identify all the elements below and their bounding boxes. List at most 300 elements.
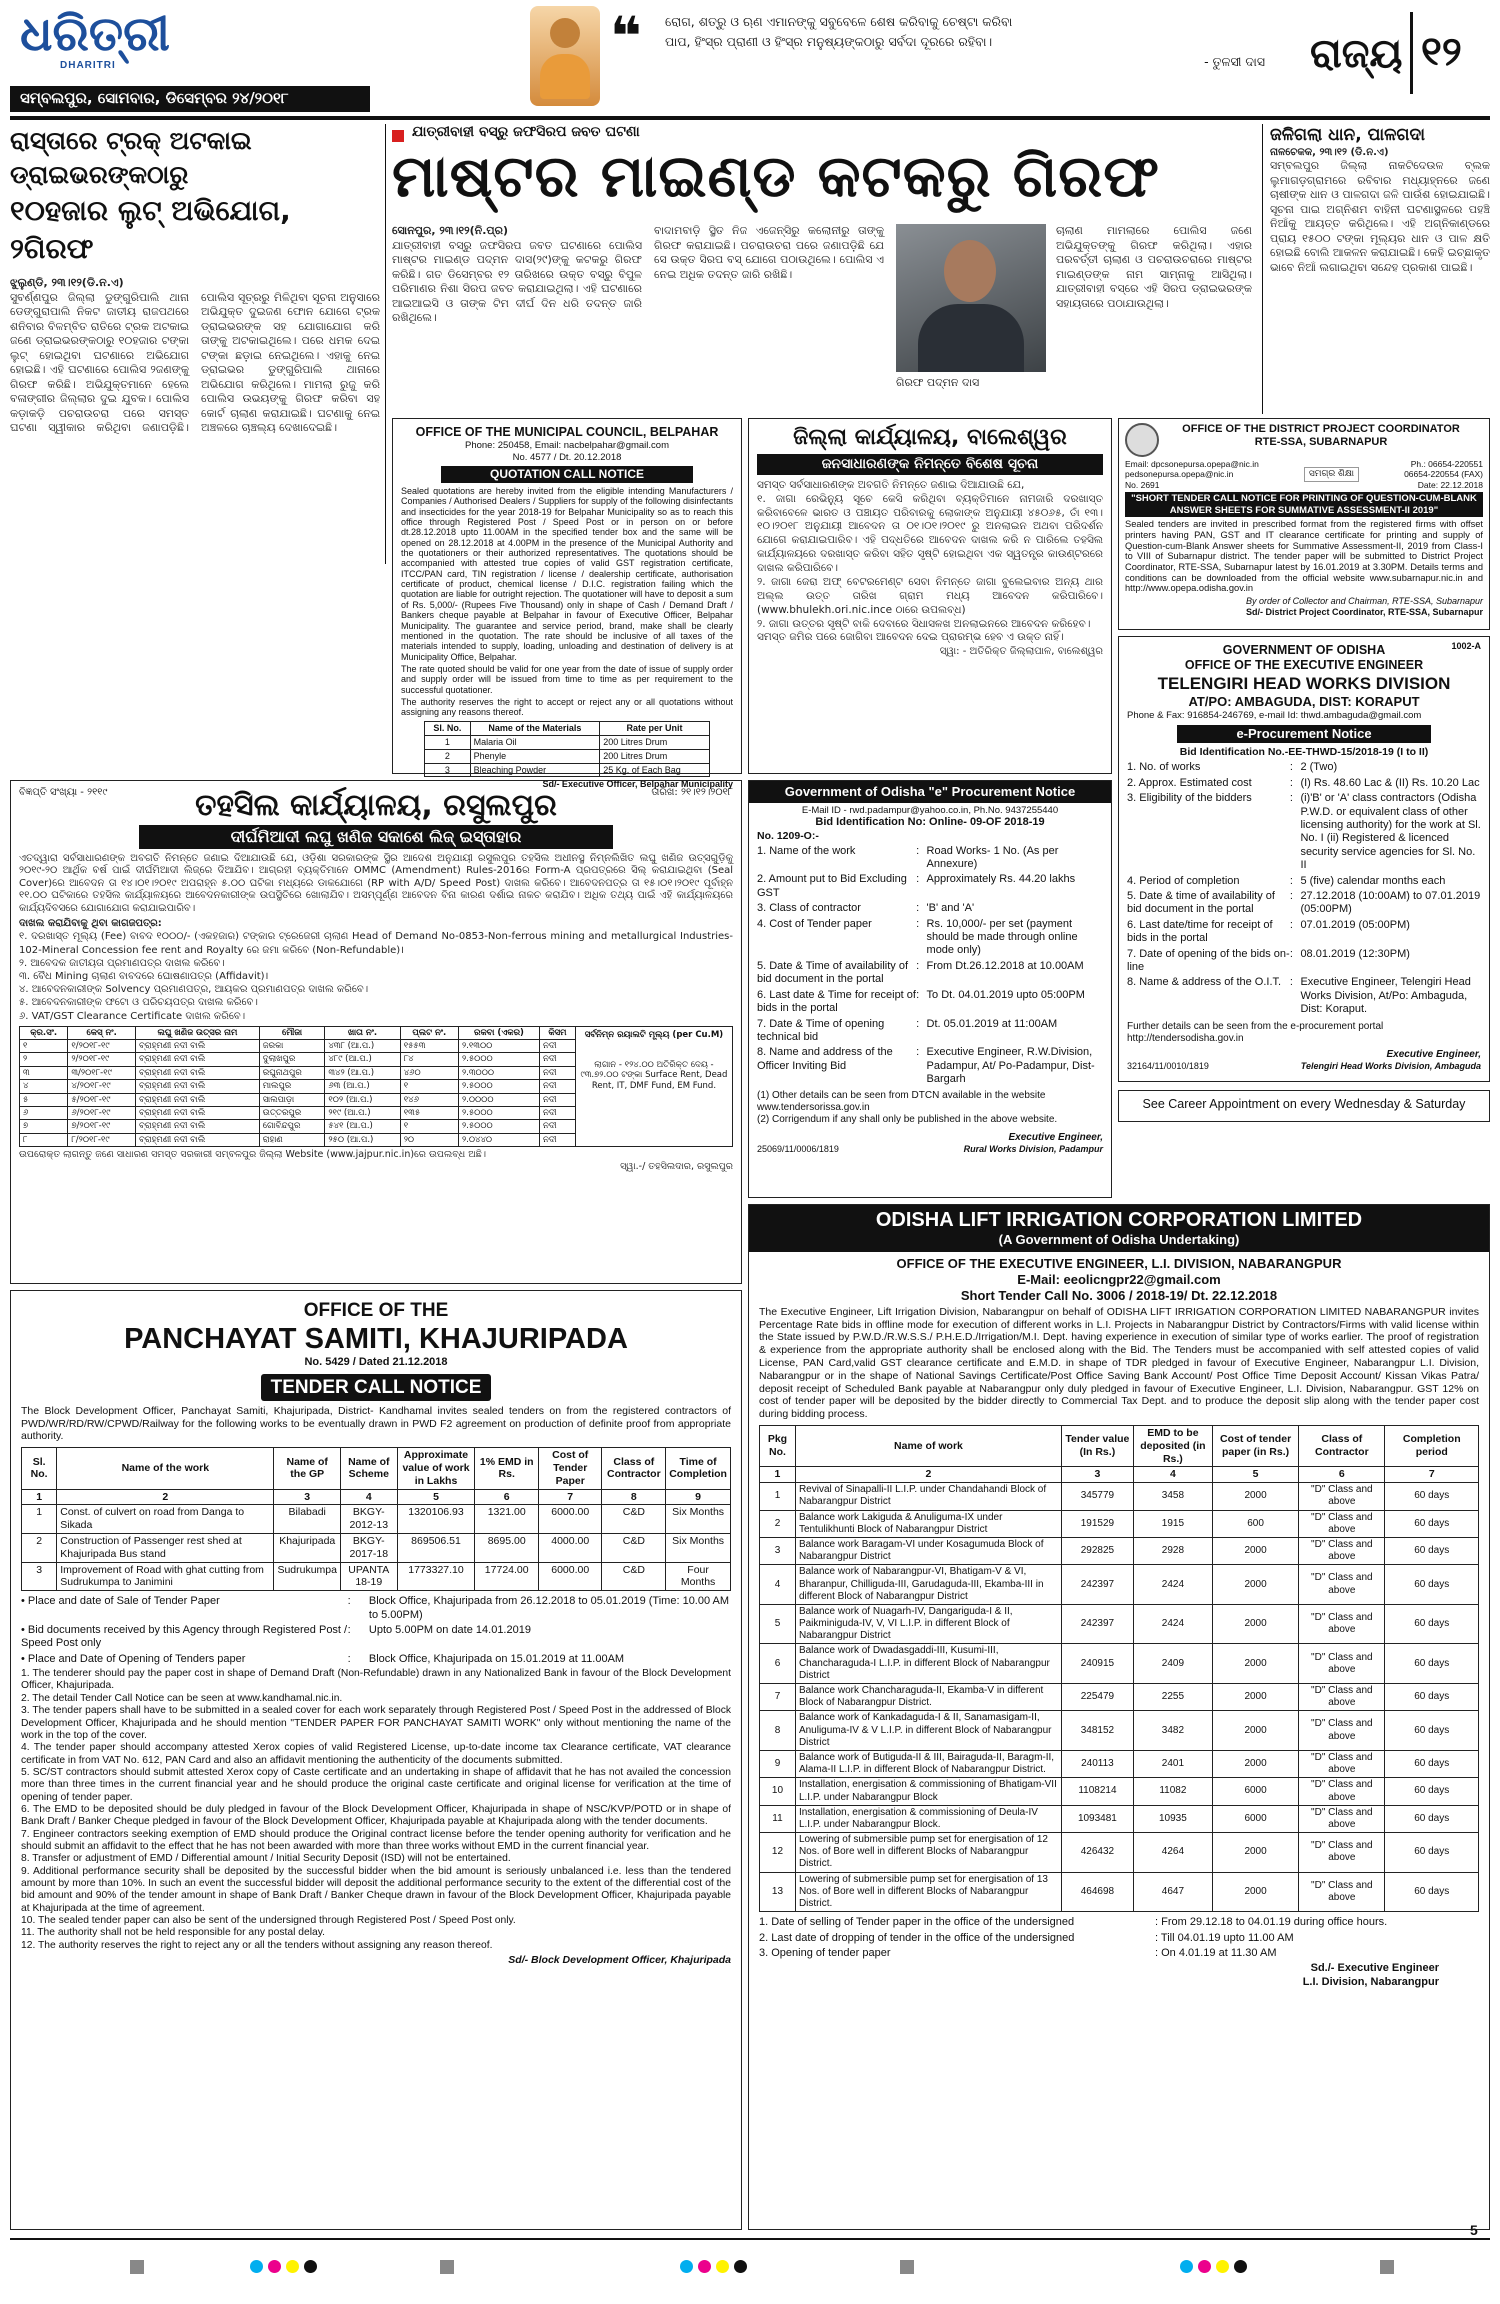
notice-code: 1002-A: [1451, 641, 1481, 651]
table-cell: ବ୍ରାହ୍ମଣୀ ନଦୀ ବାଲି: [136, 1106, 260, 1119]
table-cell: ୨.୦୪୪୦: [458, 1133, 539, 1146]
notice-contact: E-Mail ID - rwd.padampur@yahoo.co.in, Ph.No. 9437255440: [801, 804, 1059, 816]
schedule-row: 7. Date of opening of the bids on-line : 08.01.2019 (12:30PM): [1127, 947, 1410, 974]
notice-number: Short Tender Call No. 3006 / 2018-19/ Dt. 22.12.2018: [960, 1287, 1278, 1303]
table-cell: ବ୍ରାହ୍ମଣୀ ନଦୀ ବାଲି: [136, 1066, 260, 1079]
table-cell: Phenyle: [470, 749, 600, 763]
table-cell: 2: [760, 1510, 796, 1537]
schedule-row: 3. Eligibility of the bidders : (i)'B' or 'A' class contractors (Odisha P.W.D. or equivalent class of other licensing authority) for the work at Sl. No. I (ii) Registered & licenced security service agencies for Sl. No. II: [1127, 792, 1481, 872]
table-cell: Balance work of Nabarangpur-VI, Bhatigam-V & VI, Bharanpur, Chilliguda-III, Garudaguda-III, Ekamba-III in different Block of Nabarangpur District: [795, 1565, 1061, 1605]
schedule-row: 4. Period of completion : 5 (five) calendar months each: [1127, 874, 1446, 887]
schedule-row: 1. Date of selling of Tender paper in the office of the undersigned : From 29.12.18 to 04.01.19 during office hours.: [759, 1916, 1388, 1929]
table-cell: Const. of culvert on road from Danga to Sikada: [57, 1505, 274, 1534]
table-cell: ଗୋବିନ୍ଦପୁର: [259, 1120, 325, 1133]
table-cell: 869506.51: [397, 1533, 475, 1562]
table-cell: Installation, energisation & commissioning of Deula-IV L.I.P. under Nabarangpur Block.: [795, 1805, 1061, 1832]
table-cell: ବ୍ରାହ୍ମଣୀ ନଦୀ ବାଲି: [136, 1120, 260, 1133]
condition-item: 10. The sealed tender paper can also be sent of the undersigned through Registered Post / Speed Post only.: [21, 1915, 516, 1927]
table-cell: 2000: [1212, 1833, 1298, 1873]
docs-item: ୪. ଆବେଦନକାରୀଙ୍କ Solvency ପ୍ରମାଣପତ୍ର, ଆୟକର ପ୍ରମାଣପତ୍ର ଦାଖଲ କରିବେ।: [19, 984, 369, 996]
docs-item: ୨. ଆବେଦକ ଜାତୀୟତା ପ୍ରମାଣପତ୍ର ଦାଖଲ କରିବେ।: [19, 957, 225, 969]
schedule-row: 6. Last date & Time for receipt of bids in the portal : To Dt. 04.01.2019 upto 05:00PM: [757, 988, 1085, 1015]
table-header: Name of work: [795, 1426, 1061, 1467]
schedule-row: 3. Class of contractor : 'B' and 'A': [757, 902, 975, 915]
condition-item: 6. The EMD to be deposited should be duly pledged in favour of the Block Development Officer, Khajuripada in shape of NSC/KVP/POTD or in shape of Bank Draft / Banker Cheque pledged in favour of the Block Development Officer, Khajuripada payable at Khajuripada along with the tender documents.: [21, 1803, 731, 1828]
works-table: [21, 1447, 731, 1591]
news-dateline: ସୋନପୁର, ୨୩।୧୨(ନି.ପ୍ର): [392, 224, 509, 237]
table-cell: 2: [795, 1467, 1061, 1483]
table-cell: 2000: [1212, 1483, 1298, 1510]
notice-bar: ଦୀର୍ଘମିଆଦୀ ଲଘୁ ଖଣିଜ ସକାଶେ ଲିଜ୍ ଇସ୍ତାହାର: [139, 825, 613, 849]
schedule-row: 4. Cost of Tender paper : Rs. 10,000/- per set (payment should be made through online mode only): [757, 917, 1078, 957]
table-cell: 60 days: [1385, 1537, 1479, 1564]
table-row: [760, 1510, 1479, 1537]
table-cell: 6: [475, 1489, 539, 1505]
table-cell: 3: [760, 1537, 796, 1564]
table-cell: Lowering of submersible pump set for energisation of 12 Nos. of Bore well in different Blocks of Nabarangpur District.: [795, 1833, 1061, 1873]
news-dateline: ଝୁଲୁଣ୍ଡି, ୨୩।୧୨(ଡି.ନ.ଏ): [10, 276, 124, 289]
notice-number: ବିଜ୍ଞପ୍ତି ସଂଖ୍ୟା - ୨୧୧୯: [19, 787, 108, 798]
table-cell: ୧: [400, 1120, 458, 1133]
table-cell: 1: [760, 1467, 796, 1483]
notice-number: No. 2691: [1125, 479, 1160, 490]
quote-author: - ତୁଳସୀ ଦାସ: [1204, 54, 1265, 69]
table-cell: ୩/୨୦୧୮-୧୯: [68, 1066, 136, 1079]
career-strip: [1118, 1090, 1490, 1122]
table-cell: 2255: [1133, 1684, 1212, 1711]
table-cell: 240113: [1061, 1750, 1133, 1777]
table-header: Sl. No.: [425, 721, 470, 735]
table-cell: 2000: [1212, 1711, 1298, 1751]
table-cell: 6: [1299, 1467, 1385, 1483]
notice-signature: ସ୍ୱା.-/ ତହସିଲଦାର, ରସୁଲପୁର: [620, 1161, 733, 1173]
condition-item: 7. Engineer contractors seeking exemption of EMD should produce the Original contract license before the tender opening authority for verification and he should submit an affidavit to the effect that he has not been awarded with more than three works without EMD in the current financial year.: [21, 1828, 731, 1852]
table-row: [760, 1644, 1479, 1684]
table-cell: ୨.୫୦୦୦: [458, 1053, 539, 1066]
table-cell: 8695.00: [475, 1533, 539, 1562]
table-header: Sl. No.: [22, 1448, 57, 1489]
table-cell: "D" Class and above: [1299, 1872, 1385, 1912]
email: Email: dpcsonepursa.opepa@nic.in: [1125, 459, 1259, 469]
table-cell: 2000: [1212, 1565, 1298, 1605]
schedule-row: 8. Name and address of the Officer Inviting Bid : Executive Engineer, R.W.Division, Padampur, At/ Po-Padampur, Dist- Bargarh: [757, 1046, 1095, 1086]
color-dot-cyan: [1180, 2260, 1193, 2273]
bid-id: Bid Identification No: Online- 09-OF 2018-19: [815, 816, 1045, 829]
notice-contact: Phone: 250458, Email: nacbelpahar@gmail.com: [465, 440, 669, 452]
table-cell: 7: [538, 1489, 601, 1505]
schedule-row: • Place and date of Sale of Tender Paper : Block Office, Khajuripada from 26.12.2018 to 05.01.2019 (Time: 10.00 AM to 5.00PM): [21, 1595, 730, 1621]
table-cell: BKGY-2017-18: [341, 1533, 398, 1562]
table-cell: ନଦୀ: [539, 1093, 575, 1106]
table-header: Cost of Tender Paper: [538, 1448, 601, 1489]
table-header: Cost of tender paper (in Rs.): [1212, 1426, 1298, 1467]
table-cell: Revival of Sinapalli-II L.I.P. under Chandahandi Block of Nabarangpur District: [795, 1483, 1061, 1510]
table-cell: ୪/୨୦୧୮-୧୯: [68, 1080, 136, 1093]
table-cell: ୧୦୨ (ଆ.ପ.): [325, 1093, 400, 1106]
color-dot-yellow: [286, 2260, 299, 2273]
table-number-row: [760, 1467, 1479, 1483]
table-cell: 6000.00: [538, 1562, 601, 1591]
logo-text: ଧରିତ୍ରୀ: [20, 6, 170, 62]
table-cell: ୧: [400, 1080, 458, 1093]
notice-ref: 32164/11/0010/1819: [1127, 1061, 1209, 1072]
table-row: [20, 1093, 576, 1106]
table-cell: 6: [760, 1644, 796, 1684]
table-number-row: [22, 1489, 731, 1505]
table-cell: ନଦୀ: [539, 1040, 575, 1053]
table-cell: Balance work Chancharaguda-II, Ekamba-V in different Block of Nabarangpur District.: [795, 1684, 1061, 1711]
table-cell: ନଦୀ: [539, 1066, 575, 1079]
table-header: Name of the Materials: [470, 721, 600, 735]
color-dot-yellow: [1216, 2260, 1229, 2273]
condition-item: 9. Additional performance security shall be deposited by the successful bidder when the bid amount is seriously unbalanced i.e. less than the tendered amount by more than 10%. In such an event the successful bidder will deposit the additional performance security to the extent of the differential cost of the bid amount and 90% of the tender amount in shape of Bank Draft / Banker Cheque drawn in favour of the Block Development Officer, Khajuripada payable at Khajuripada at the time of agreement.: [21, 1865, 731, 1914]
table-cell: ୨.୩୦୦୦: [458, 1066, 539, 1079]
kicker: ଯାତ୍ରୀବାହୀ ବସ୍‌ରୁ ଜଫସିରପ ଜବତ ଘଟଣା: [412, 124, 640, 140]
masthead-rule: [10, 116, 1490, 120]
table-cell: Malaria Oil: [470, 735, 600, 749]
table-cell: ୨୫୦ (ଆ.ପ.): [325, 1133, 400, 1146]
color-dot-magenta: [698, 2260, 711, 2273]
table-cell: ୨.୦୦୦୦: [458, 1093, 539, 1106]
table-cell: ୨.୫୦୦୦: [458, 1106, 539, 1119]
olic-tender-notice: [748, 1204, 1490, 2230]
quote-line-1: ରୋଗ, ଶତ୍ରୁ ଓ ଋଣ ଏମାନଙ୍କୁ ସବୁବେଳେ ଶେଷ କରିବାକୁ ଚେଷ୍ଟା କରିବା: [665, 14, 1013, 29]
table-cell: 3482: [1133, 1711, 1212, 1751]
lease-table: [19, 1026, 576, 1147]
notice-body: ଏତଦ୍ୱାରା ସର୍ବସାଧାରଣଙ୍କ ଅବଗତି ନିମନ୍ତେ ଜଣାଇ ଦିଆଯାଉଛି ଯେ, ଓଡ଼ିଶା ସରକାରଙ୍କ ସ୍ଥିର ଆଦେଶ ଅନୁଯାୟୀ ରସୁଲପୁର ତହସିଲ ଅଧୀନସ୍ଥ ନିମ୍ନଲିଖିତ ଲଘୁ ଖଣିଜ ଉତ୍ସଗୁଡ଼ିକୁ ୨୦୧୯-୨୦ ଆର୍ଥିକ ବର୍ଷ ପାଇଁ ଦୀର୍ଘମିଆଦୀ ଲିଜ୍‌ରେ ଦିଆଯିବ। ଆଗ୍ରହୀ ବ୍ୟକ୍ତିମାନେ OMMC (Amendment) Rules-2016ର Form-A ପ୍ରପତ୍ରରେ ସିଲ୍ କରାଯାଇଥିବା (Seal Cover)ରେ ଆବେଦନ ତା ୧୪।୦୧।୨୦୧୯ ଅପରାହ୍ନ ୫.୦୦ ଘଟିକା ମଧ୍ୟରେ ଡାକଯୋଗେ (RP with A/D/ Speed Post) ଦାଖଲ କରିବେ। ଆବେଦନପତ୍ର ତା ୧୫।୦୧।୨୦୧୯ ପୂର୍ବାହ୍ନ ୧୧.୦୦ ଘଟିକାରେ ତହସିଲ କାର୍ଯ୍ୟାଳୟରେ ଆବେଦନକାରୀଙ୍କ ଉପସ୍ଥିତିରେ ଖୋଲାଯିବ। ଅସମ୍ପୂର୍ଣ୍ଣ ଆବେଦନ ବିନା କାରଣ ଦର୍ଶାଇ ନାକଚ କରାଯିବ। ଅଧିକ ତଥ୍ୟ ପାଇଁ ଏହି କାର୍ଯ୍ୟାଳୟରେ କାର୍ଯ୍ୟଦିବସରେ ଯୋଗାଯୋଗ କରାଯାଇପାରିବ।: [19, 852, 733, 914]
table-cell: ୫: [20, 1093, 68, 1106]
color-dot-cyan: [680, 2260, 693, 2273]
table-cell: 60 days: [1385, 1711, 1479, 1751]
table-cell: ୩: [20, 1066, 68, 1079]
notice-title: GOVERNMENT OF ODISHA: [1222, 643, 1386, 657]
schedule-list: [21, 1595, 731, 1666]
table-cell: ୭: [20, 1120, 68, 1133]
table-row: [760, 1778, 1479, 1805]
table-cell: Installation, energisation & commissioning of Bhatigam-VII L.I.P. under Nabarangpur Block: [795, 1778, 1061, 1805]
table-cell: 2000: [1212, 1644, 1298, 1684]
table-cell: 1108214: [1061, 1778, 1133, 1805]
table-header: ଖାତା ନଂ.: [325, 1026, 400, 1039]
table-header: କିସମ: [539, 1026, 575, 1039]
table-cell: 4264: [1133, 1833, 1212, 1873]
royalty-note: ଲାଗାନ - ୧୨୪.୦୦ ଅତିରିକ୍ତ ଦେୟ - ୯୩.୭୨.୦୦ ଟଙ୍କା Surface Rent, Dead Rent, IT, DMF Fund, EM Fund.: [580, 1060, 728, 1091]
works-table: [759, 1425, 1479, 1912]
odisha-emblem-icon: [1125, 423, 1159, 457]
phone: Ph.: 06654-220551: [1410, 459, 1483, 469]
table-header: Approximate value of work in Lakhs: [397, 1448, 475, 1489]
accused-photo: [896, 224, 1046, 372]
bid-id: Bid Identification No.-EE-THWD-15/2018-19 (I to II): [1179, 745, 1429, 758]
schedule-row: 7. Date & Time of opening technical bid : Dt. 05.01.2019 at 11:00AM: [757, 1017, 1058, 1043]
notice-intro: The Block Development Officer, Panchayat Samiti, Khajuripada, District- Kandhamal invites sealed tenders on from the registered contractors of PWD/WR/RD/RW/CPWD/Railway for the following works to be eventually drawn in PWD F2 agreement on production of definite proof from appropriate authority.: [21, 1404, 731, 1443]
notice-title: ତହସିଲ କାର୍ଯ୍ୟାଳୟ, ରସୁଲପୁର: [195, 788, 557, 824]
color-marks: [1180, 2260, 1252, 2277]
table-cell: ବ୍ରାହ୍ମଣୀ ନଦୀ ବାଲି: [136, 1133, 260, 1146]
table-cell: "D" Class and above: [1299, 1833, 1385, 1873]
table-cell: ୨୦: [400, 1133, 458, 1146]
table-cell: "D" Class and above: [1299, 1604, 1385, 1644]
column-divider: [385, 124, 386, 564]
table-cell: 8: [602, 1489, 666, 1505]
table-cell: 3: [425, 763, 470, 777]
news-story-syrup: [392, 124, 1252, 414]
table-cell: Six Months: [666, 1533, 731, 1562]
table-cell: 17724.00: [475, 1562, 539, 1591]
table-cell: "D" Class and above: [1299, 1510, 1385, 1537]
table-cell: ରଘୁନାଥପୁର: [259, 1066, 325, 1079]
notice-signature: Sd./- Executive Engineer: [1310, 1962, 1439, 1975]
notice-further: Further details can be seen from the e-procurement portal http://tendersodisha.gov.in: [1127, 1020, 1384, 1044]
table-cell: 60 days: [1385, 1565, 1479, 1605]
notice-web: ଉପରୋକ୍ତ ଲାଗନ୍ତୁ ଜଣେ ସାଧାରଣ ସମସ୍ତ ସରକାରୀ ସମ୍ବଳପୁର ଜିଲ୍ଲା Website (www.jajpur.nic.in)ରେ ଉପଲବ୍ଧ ଅଛି।: [19, 1148, 487, 1160]
notice-bar: [749, 1205, 1489, 1252]
notice-intro: ସମସ୍ତ ସର୍ବସାଧାରଣଙ୍କ ଅବଗତି ନିମନ୍ତେ ଜଣାଇ ଦିଆଯାଉଛି ଯେ,: [757, 478, 1025, 491]
table-cell: 348152: [1061, 1711, 1133, 1751]
telengiri-eprocurement-notice: [1118, 636, 1490, 1082]
belpahar-quotation-notice: [392, 418, 742, 790]
table-header: EMD to be deposited (in Rs.): [1133, 1426, 1212, 1467]
table-cell: 12: [760, 1833, 796, 1873]
notice-para-4: ସମସ୍ତ ଜମିର ପରେ ଜୋଗିବା ଆବେଦନ ଦେଇ ପ୍ରାରମ୍ଭ ହେବ ଏ ଉକ୍ତ ନାହିଁ।: [757, 631, 1064, 644]
masthead: [0, 0, 1500, 120]
table-cell: UPANTA 18-19: [341, 1562, 398, 1591]
schedule-list: [1127, 761, 1481, 1016]
notice-signature: Sd/- District Project Coordinator, RTE-SSA, Subarnapur: [1245, 607, 1483, 618]
notice-headline: "SHORT TENDER CALL NOTICE FOR PRINTING OF QUESTION-CUM-BLANK ANSWER SHEETS FOR SUMMATIVE ASSESSMENT-II 2019": [1125, 492, 1483, 517]
table-cell: Construction of Passenger rest shed at Khajuripada Bus stand: [57, 1533, 274, 1562]
table-cell: Sudrukumpa: [274, 1562, 341, 1591]
table-cell: 1320106.93: [397, 1505, 475, 1534]
condition-item: 11. The authority shall not be held responsible for any postal delay.: [21, 1927, 325, 1939]
table-cell: 9: [760, 1750, 796, 1777]
schedule-row: 5. Date & Time of availability of bid document in the portal : From Dt.26.12.2018 at 10.00AM: [757, 959, 1084, 986]
table-row: [760, 1684, 1479, 1711]
notice-note: (1) Other details can be seen from DTCN available in the website www.tendersorissa.gov.in: [757, 1089, 1046, 1113]
table-cell: ୪: [20, 1080, 68, 1093]
table-cell: 6000.00: [538, 1505, 601, 1534]
table-cell: Khajuripada: [274, 1533, 341, 1562]
condition-item: 5. SC/ST contractors should submit attested Xerox copy of Caste certificate and an undertaking in shape of affidavit that he has not availed the concession more than three times in the current financial year and he should produce the original caste certificate and original license for verification at the time of opening of tender paper.: [21, 1766, 731, 1803]
notice-signature: Executive Engineer,: [1008, 1132, 1103, 1144]
docs-item: ୧. ଦରଖାସ୍ତ ମୂଲ୍ୟ (Fee) ବାବଦ ୧୦୦୦/- (ଏକହଜାର) ଟଙ୍କାର ଟ୍ରେଜେରୀ ଚାଲାଣ Head of Demand No-0853-Non-ferrous mining and metallurgical Industries-102-Mineral Concession fee rent and Royalty ରେ ଜମା କରିବେ (Non-Refundable)।: [19, 931, 733, 956]
table-cell: ୮୪: [400, 1053, 458, 1066]
notice-order: By order of Collector and Chairman, RTE-SSA, Subarnapur: [1246, 596, 1483, 607]
table-cell: 2: [57, 1489, 274, 1505]
notice-title: ODISHA LIFT IRRIGATION CORPORATION LIMITED: [875, 1209, 1363, 1231]
table-row: [760, 1833, 1479, 1873]
table-cell: 60 days: [1385, 1872, 1479, 1912]
table-cell: 2: [22, 1533, 57, 1562]
table-cell: ୨.୫୦୦୦: [458, 1080, 539, 1093]
table-header: Name of Scheme: [341, 1448, 398, 1489]
notice-number: No. 1209-O:-: [757, 829, 819, 842]
table-cell: ୨: [20, 1053, 68, 1066]
table-row: [22, 1533, 731, 1562]
condition-item: 12. The authority reserves the right to reject any or all the tenders without assigning any reason thereof.: [21, 1939, 493, 1951]
table-cell: 1093481: [1061, 1805, 1133, 1832]
notice-subtitle: (A Government of Odisha Undertaking): [998, 1232, 1240, 1248]
dateline: ସମ୍ବଲପୁର, ସୋମବାର, ଡିସେମ୍ବର ୨୪/୨୦୧୮: [20, 89, 289, 107]
table-cell: ୧୪୬: [400, 1093, 458, 1106]
table-cell: 4: [341, 1489, 398, 1505]
table-cell: 11: [760, 1805, 796, 1832]
schedule-row: 1. No. of works : 2 (Two): [1127, 761, 1338, 774]
table-cell: ନଦୀ: [539, 1080, 575, 1093]
condition-item: 8. Transfer or adjustment of EMD / Differential amount / Initial Security Deposit (ISD) will not be entertained.: [21, 1853, 511, 1865]
table-cell: 1773327.10: [397, 1562, 475, 1591]
notice-bar: e-Procurement Notice: [1177, 725, 1431, 743]
table-cell: ୩୪୨ (ଆ.ପ.): [325, 1066, 400, 1079]
table-header: ପ୍ଲଟ ନଂ.: [400, 1026, 458, 1039]
news-story-fire: [1270, 124, 1490, 414]
table-cell: 4000.00: [538, 1533, 601, 1562]
table-row: [425, 749, 710, 763]
table-header: ମୌଜା: [259, 1026, 325, 1039]
table-cell: 5: [1212, 1467, 1298, 1483]
notice-para-1: ୧. ଜାଗା ରେଭିନ୍ୟୁ ସୂଚେ କେସି କରିଥିବା ବ୍ୟକ୍ତିମାନେ ନାମଜାରି ଦରଖାସ୍ତ କରିବାବେଳେ ଭାରତ ଓ ପଞ୍ଚାୟତ ପରିବାରକୁ ଲୋକାଙ୍କ ଅନୁଯାୟୀ ୪୫୦୬୫, ତାଁ ୧୩।୧୦।୨୦୧୮ ଅନୁଯାୟୀ ଆବେଦନ ତା ୦୧।୦୧।୨୦୧୯ ରୁ ଅନଲାଇନ ଅଥବା ପରିଦର୍ଶନ ଯୋଗେ କରାଯାଇପାରିବ। ଏହି ପଦ୍ଧତିରେ ଆବେଦନ ଦାଖଲ କରି ନ ପାରିଲେ ତହସିଲ କାର୍ଯ୍ୟାଳୟରେ ଦରଖାସ୍ତ କରିବା ସହିତ ସୃଷ୍ଟି ହୋଇଥିବା ଏକ ସ୍ୱତନ୍ତ୍ର କାଉଣ୍ଟରରେ ଦାଖଲ କରିପାରିବେ।: [757, 492, 1103, 575]
condition-item: 4. The tender paper should accompany attested Xerox copies of valid Registered License, up-to-date income tax Clearance certificate, VAT clearance certificate in from VAT No. 612, PAN Card and also an affidavit mentioning the authenticity of the documents submitted.: [21, 1742, 731, 1766]
footer-rule: [10, 2238, 1490, 2240]
notice-title-2: RTE-SSA, SUBARNAPUR: [1254, 436, 1388, 449]
table-cell: 60 days: [1385, 1778, 1479, 1805]
table-cell: Balance work of Dwadasgaddi-III, Kusumi-III, Chancharaguda-I L.I.P. in different Block of Nabarangpur District: [795, 1644, 1061, 1684]
table-row: [760, 1711, 1479, 1751]
table-cell: 60 days: [1385, 1510, 1479, 1537]
phone: 06654-220554 (FAX): [1404, 469, 1483, 480]
table-cell: 1: [22, 1489, 57, 1505]
table-cell: 2409: [1133, 1644, 1212, 1684]
table-cell: 10935: [1133, 1805, 1212, 1832]
quote-box: [665, 12, 1305, 72]
notice-email: E-Mail: eeolicngpr22@gmail.com: [1017, 1272, 1221, 1288]
notice-signature-2: L.I. Division, Nabarangpur: [1302, 1975, 1439, 1988]
notice-para-2: ୨. ଜାଗା ଜେରା ଅଫ୍ ବେଟରମେଣ୍ଟ ସେବା ନିମନ୍ତେ ଜାଗା ବୁଲେଇବାର ଅନ୍ୟ ଥାର ଅଲ୍ଲ ଉତ୍ତ ତାରିଖ ଗ୍ରାମ ମଧ୍ୟ ଆବେଦନ କରିପାରିବେ। (www.bhulekh.ori.nic.ince ଠାରେ ଉପଲବ୍ଧ): [757, 575, 1103, 616]
table-cell: Balance work of Butiguda-II & III, Bairaguda-II, Baragm-II, Alama-II L.I.P. in different Block of Nabarangpur District.: [795, 1750, 1061, 1777]
table-cell: C&D: [602, 1562, 666, 1591]
table-row: [425, 735, 710, 749]
color-marks: [680, 2260, 752, 2277]
table-cell: 1: [22, 1505, 57, 1534]
table-cell: 9: [666, 1489, 731, 1505]
table-cell: Six Months: [666, 1505, 731, 1534]
schedule-row: 6. Last date/time for receipt of bids in the portal : 07.01.2019 (05:00PM): [1127, 918, 1410, 945]
table-cell: ୧୩୫: [400, 1106, 458, 1119]
table-cell: 2000: [1212, 1604, 1298, 1644]
notice-ref: 25069/11/0006/1819: [757, 1144, 839, 1155]
grey-mark: [1380, 2260, 1394, 2274]
color-dot-yellow: [716, 2260, 729, 2273]
table-cell: 4: [760, 1565, 796, 1605]
table-cell: 10: [760, 1778, 796, 1805]
table-cell: ୮: [20, 1133, 68, 1146]
table-cell: ବ୍ରାହ୍ମଣୀ ନଦୀ ବାଲି: [136, 1040, 260, 1053]
notice-signature: Sd/- Executive Officer, Belpahar Municipality: [542, 779, 733, 790]
photo-caption: ଗିରଫ ପଦ୍ମନ ଦାସ: [896, 376, 980, 389]
color-marks: [250, 2260, 322, 2277]
table-cell: Balance work of Kankadaguda-I & II, Sanamasigam-II, Anuliguma-IV & V L.I.P. in different Block of Nabarangpur District: [795, 1711, 1061, 1751]
saint-portrait: [530, 6, 600, 106]
table-row: [760, 1537, 1479, 1564]
table-cell: ଜରକା: [259, 1040, 325, 1053]
rasulpur-lease-notice: [10, 780, 742, 1284]
docs-item: ୬. VAT/GST Clearance Certificate ଦାଖଲ କରିବେ।: [19, 1010, 246, 1022]
notice-division: TELENGIRI HEAD WORKS DIVISION: [1157, 673, 1451, 693]
table-cell: ନଦୀ: [539, 1133, 575, 1146]
notice-bar: QUOTATION CALL NOTICE: [441, 466, 693, 483]
table-cell: 7: [760, 1684, 796, 1711]
notice-body: Sealed tenders are invited in prescribed format from the registered firms with offset printers having PAN, GST and IT clearance certificate for printing and supply of Question-cum-Blank Answer sheets for Summative Assessment-II, 2019 from Class-I to VIII of Subarnapur district. The tender paper will be submitted to District Project Coordinator, RTE-SSA, Subarnapur latest by 16.01.2019 at 3.30PM. Details terms and conditions can be downloaded from the official website www.subarnapur.nic.in and http://www.opepa.odisha.gov.in: [1125, 519, 1483, 594]
table-cell: ୫୪୧ (ଆ.ପ.): [325, 1120, 400, 1133]
page-number: ୧୨: [1410, 12, 1490, 94]
table-cell: 6000: [1212, 1778, 1298, 1805]
table-cell: 2: [425, 749, 470, 763]
grey-mark: [900, 2260, 914, 2274]
news-story-truck: [10, 124, 380, 564]
table-cell: 1321.00: [475, 1505, 539, 1534]
table-header: Class of Contractor: [602, 1448, 666, 1489]
schedule-row: 2. Last date of dropping of tender in the office of the undersigned : Till 04.01.19 upto 11.00 AM: [759, 1931, 1294, 1944]
table-cell: Balance work of Nuagarh-IV, Dangariguda-I & II, Paikminiguda-IV, V, VI L.I.P. in different Block of Nabarangpur District: [795, 1604, 1061, 1644]
table-cell: 200 Litres Drum: [600, 749, 710, 763]
table-cell: "D" Class and above: [1299, 1711, 1385, 1751]
table-cell: ୨.୫୦୦୦: [458, 1120, 539, 1133]
table-cell: 60 days: [1385, 1684, 1479, 1711]
table-row: [20, 1106, 576, 1119]
table-header: Rate per Unit: [600, 721, 710, 735]
table-cell: 1915: [1133, 1510, 1212, 1537]
table-cell: C&D: [602, 1505, 666, 1534]
table-cell: 5: [760, 1604, 796, 1644]
docs-item: ୫. ଆବେଦନକାରୀଙ୍କ ଫଟୋ ଓ ପରିଚୟପତ୍ର ଦାଖଲ କରିବେ।: [19, 997, 258, 1009]
table-cell: ବ୍ରାହ୍ମଣୀ ନଦୀ ବାଲି: [136, 1093, 260, 1106]
table-header: Tender value (In Rs.): [1061, 1426, 1133, 1467]
table-cell: ରାହାଣ: [259, 1133, 325, 1146]
materials-table: [424, 721, 710, 778]
color-dot-black: [1234, 2260, 1247, 2273]
table-cell: 3458: [1133, 1483, 1212, 1510]
notice-date: ତାରିଖ: ୨୧।୧୨।୨୦୧୮: [651, 787, 733, 798]
table-cell: ୧/୨୦୧୮-୧୯: [68, 1040, 136, 1053]
notice-title: ଜିଲ୍ଲା କାର୍ଯ୍ୟାଳୟ, ବାଲେଶ୍ୱର: [793, 425, 1067, 450]
notice-office: OFFICE OF THE EXECUTIVE ENGINEER, L.I. DIVISION, NABARANGPUR: [896, 1256, 1342, 1272]
table-header: ରକବା (ଏକର): [458, 1026, 539, 1039]
notice-office: OFFICE OF THE EXECUTIVE ENGINEER: [1184, 658, 1424, 673]
khajuripada-tender-notice: [10, 1290, 742, 2230]
docs-item: ୩. ବୈଧ Mining ଚାଲାଣ ବାବଦରେ ଘୋଷଣାପତ୍ର (Affidavit)।: [19, 970, 269, 982]
notice-address: AT/PO: AMBAGUDA, DIST: KORAPUT: [1188, 694, 1420, 710]
schedule-row: • Place and Date of Opening of Tenders paper : Block Office, Khajuripada on 15.01.2019 at 11.00AM: [21, 1652, 625, 1665]
notice-contact: Phone & Fax: 916854-246769, e-mail Id: thwd.ambaguda@gmail.com: [1127, 710, 1422, 722]
table-cell: "D" Class and above: [1299, 1537, 1385, 1564]
quote-line-2: ପାପ, ହିଂସ୍ର ପ୍ରାଣୀ ଓ ହିଂସ୍ର ମନୁଷ୍ୟଙ୍କଠାରୁ ସର୍ବଦା ଦୂରରେ ରହିବା।: [665, 34, 993, 49]
schedule-row: 2. Amount put to Bid Excluding GST : Approximately Rs. 44.20 lakhs: [757, 873, 1076, 899]
table-cell: Balance work Baragam-VI under Kosagumuda Block of Nabarangpur District: [795, 1537, 1061, 1564]
table-cell: Balance work Lakiguda & Anuliguma-IX under Tentulikhunti Block of Nabarangpur District: [795, 1510, 1061, 1537]
dateline-bar: [10, 86, 370, 112]
table-cell: ୨.୧୩୦୦: [458, 1040, 539, 1053]
table-cell: 1: [760, 1483, 796, 1510]
table-row: [20, 1120, 576, 1133]
table-header: ସର୍ବନିମ୍ନ ରୟାଲଟି ମୂଲ୍ୟ (per Cu.M): [584, 1029, 724, 1040]
table-cell: 464698: [1061, 1872, 1133, 1912]
table-row: [20, 1053, 576, 1066]
notice-bar: TENDER CALL NOTICE: [261, 1374, 492, 1401]
schedule-row: 2. Approx. Estimated cost : (I) Rs. 48.60 Lac & (II) Rs. 10.20 Lac: [1127, 776, 1480, 789]
table-cell: Improvement of Road with ghat cutting from Sudrukumpa to Janimini: [57, 1562, 274, 1591]
notice-body-3: The authority reserves the right to accept or reject any or all quotations without assigning any reasons thereof.: [401, 696, 733, 718]
headline: ରାସ୍ତାରେ ଟ୍ରକ୍ ଅଟକାଇ ଡ୍ରାଇଭରଙ୍କଠାରୁ: [10, 126, 252, 189]
